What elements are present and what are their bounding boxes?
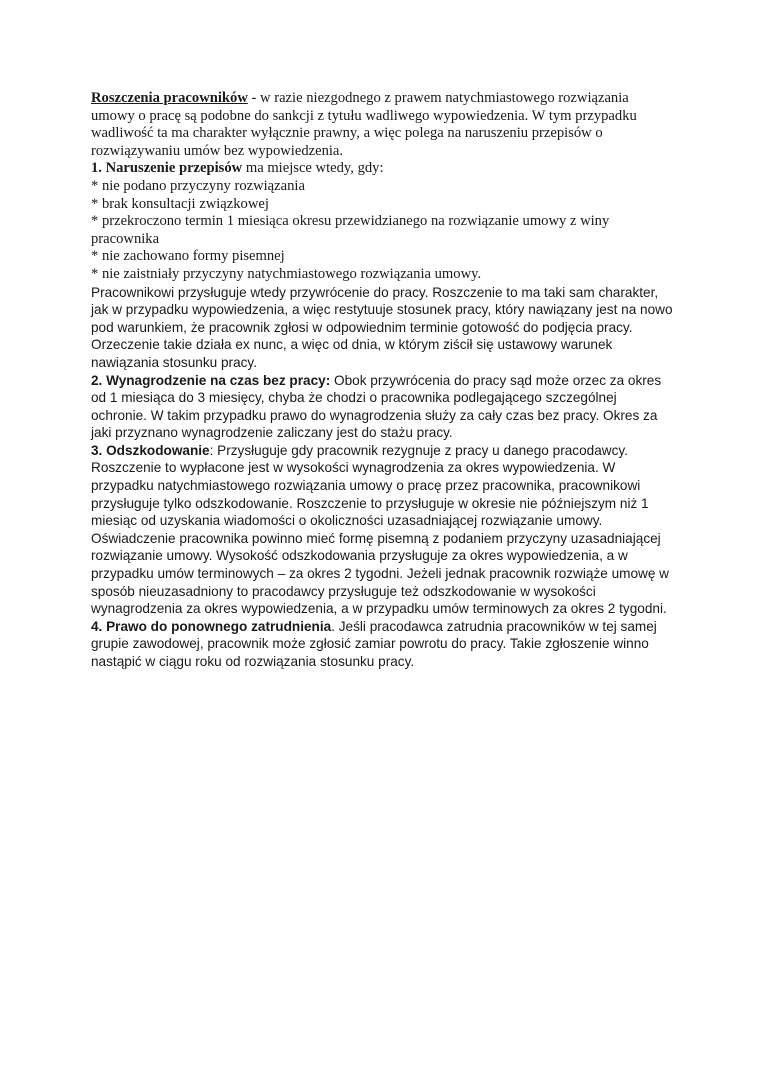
section-2-text: Obok przywrócenia do pracy sąd może orzec za okres od 1 miesiąca do 3 miesięcy, chyba że chodzi o pracownika podlegającego szczególnej ochronie. W takim przypadku prawo do wynagrodzenia służy za cały czas bez pracy. Okres za jaki przyznano wynagrodzenie zaliczany jest do stażu pracy. — [91, 372, 662, 441]
document-page — [91, 90, 676, 671]
section-3-paragraph — [91, 442, 676, 618]
list-item: * nie zachowano formy pisemnej — [91, 248, 285, 265]
list-item: * nie podano przyczyny rozwiązania — [91, 177, 305, 194]
section-3-heading: 3. Odszkodowanie — [91, 442, 210, 458]
intro-paragraph — [91, 90, 676, 160]
list-item: * przekroczono termin 1 miesiąca okresu przewidzianego na rozwiązanie umowy z winy pracownika — [91, 213, 610, 247]
section-2-paragraph — [91, 372, 676, 442]
list-item: * nie zaistniały przyczyny natychmiastowego rozwiązania umowy. — [91, 265, 482, 282]
section-1-paragraph: Pracownikowi przysługuje wtedy przywrócenie do pracy. Roszczenie to ma taki sam charakter, jak w przypadku wypowiedzenia, a więc restytuuje stosunek pracy, który nawiązany jest na nowo pod warunkiem, że pracownik zgłosi w odpowiednim terminie gotowość do podjęcia pracy. Orzeczenie takie działa ex nunc, a więc od dnia, w którym ziścił się ustawowy warunek nawiązania stosunku pracy. — [91, 284, 673, 370]
section-4-heading: 4. Prawo do ponownego zatrudnienia — [91, 618, 332, 634]
section-1-heading: 1. Naruszenie przepisów — [91, 160, 243, 177]
section-1-lead — [91, 160, 676, 178]
section-2-heading: 2. Wynagrodzenie na czas bez pracy: — [91, 372, 331, 388]
document-title: Roszczenia pracowników — [91, 90, 248, 106]
list-item: * brak konsultacji związkowej — [91, 195, 269, 212]
section-1-lead-text: ma miejsce wtedy, gdy: — [242, 160, 384, 177]
section-4-paragraph — [91, 618, 676, 671]
intro-text: - w razie niezgodnego z prawem natychmiastowego rozwiązania umowy o pracę są podobne do sankcji z tytułu wadliwego wypowiedzenia. W tym przypadku wadliwość ta ma charakter wyłącznie prawny, a więc polega na naruszeniu przepisów o rozwiązywaniu umów bez wypowiedzenia. — [91, 90, 637, 159]
section-3-text: : Przysługuje gdy pracownik rezygnuje z pracy u danego pracodawcy. Roszczenie to wypłacone jest w wysokości wynagrodzenia za okres wypowiedzenia. W przypadku natychmiastowego rozwiązania umowy o pracę przez pracownika, pracownikowi przysługuje tylko odszkodowanie. Roszczenie to przysługuje w okresie nie późniejszym niż 1 miesiąc od uzyskania wiadomości o okoliczności uzasadniającej rozwiązanie umowy. Oświadczenie pracownika powinno mieć formę pisemną z podaniem przyczyny uzasadniającej rozwiązanie umowy. Wysokość odszkodowania przysługuje za okres wypowiedzenia, a w przypadku umów terminowych – za okres 2 tygodni. Jeżeli jednak pracownik rozwiąże umowę w sposób nieuzasadniony to pracodawcy przysługuje też odszkodowanie w wysokości wynagrodzenia za okres wypowiedzenia, a w przypadku umów terminowych za okres 2 tygodni. — [91, 442, 669, 617]
section-4-text: . Jeśli pracodawca zatrudnia pracowników w tej samej grupie zawodowej, pracownik może zgłosić zamiar powrotu do pracy. Takie zgłoszenie winno nastąpić w ciągu roku od rozwiązania stosunku pracy. — [91, 618, 657, 669]
